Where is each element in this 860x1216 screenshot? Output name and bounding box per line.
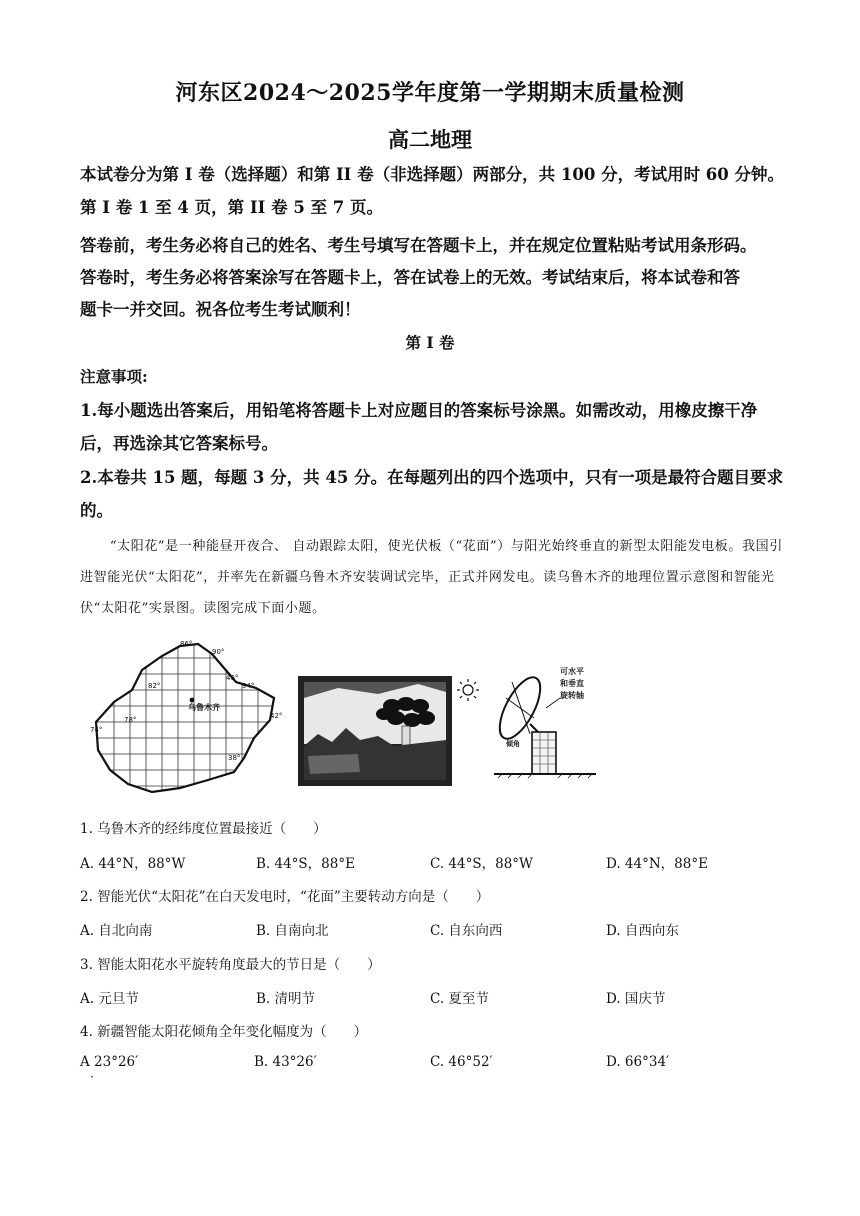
option-a: A. 44°N，88°W [80, 856, 186, 872]
option-b: B. 清明节 [256, 991, 316, 1007]
option-a: A 23°26′ [80, 1054, 139, 1070]
subject-title: 高二地理 [388, 127, 472, 152]
tilt-angle-label: 倾角 [506, 740, 520, 748]
option-d: D. 自西向东 [606, 923, 679, 939]
lon-label: 74° [90, 726, 103, 734]
axis-label-line: 旋转轴 [560, 691, 584, 700]
passage-text: “太阳花”是一种能昼开夜合、 自动跟踪太阳，使光伏板（“花面”）与阳光始终垂直的新型太阳能发电板。我国引进智能光伏“太阳花”，并率先在新疆乌鲁木齐安装调试完毕，正式并网发电。读乌鲁木齐的地理位置示意图和智能光伏“太阳花”实景图。读图完成下面小题。 [80, 539, 783, 616]
option-a: A. 元旦节 [80, 991, 139, 1007]
city-label: 乌鲁木齐 [188, 703, 220, 712]
intro-line: 答卷前，考生务必将自己的姓名、考生号填写在答题卡上，并在规定位置粘贴考试用条形码。 [80, 236, 757, 255]
notes-heading: 注意事项: [80, 367, 148, 386]
sunflower-schematic [486, 662, 604, 786]
lon-label: 94° [242, 682, 255, 690]
intro-line: 本试卷分为第 I 卷（选择题）和第 II 卷（非选择题）两部分，共 100 分，考试用时 60 分钟。 [80, 165, 785, 184]
sun-icon [457, 679, 479, 701]
urumqi-location-map [84, 638, 284, 800]
notes-line: 1.每小题选出答案后，用铅笔将答题卡上对应题目的答案标号涂黑。如需改动，用橡皮擦干净 [80, 401, 758, 420]
lon-label: 90° [212, 648, 225, 656]
option-d: D. 44°N，88°E [606, 856, 708, 872]
option-c: C. 44°S，88°W [430, 856, 533, 872]
lat-label: 38° [228, 754, 241, 762]
question-stem: 3. 智能太阳花水平旋转角度最大的节日是（ ） [80, 957, 381, 973]
lon-label: 86° [180, 640, 193, 648]
intro-line: 第 I 卷 1 至 4 页，第 II 卷 5 至 7 页。 [80, 198, 384, 217]
lon-label: 78° [124, 716, 137, 724]
lat-label: 46° [226, 674, 239, 682]
intro-line: 答卷时，考生务必将答案涂写在答题卡上，答在试卷上的无效。考试结束后，将本试卷和答 [80, 268, 740, 287]
axis-label-line: 可水平 [560, 667, 584, 676]
sunflower-photo [298, 676, 482, 786]
option-c: C. 夏至节 [430, 991, 489, 1007]
stray-mark: · [90, 1070, 94, 1084]
lon-label: 82° [148, 682, 161, 690]
option-a: A. 自北向南 [80, 923, 153, 939]
option-d: D. 国庆节 [606, 991, 666, 1007]
intro-line: 题卡一并交回。祝各位考生考试顺利！ [80, 300, 361, 319]
option-c: C. 46°52′ [430, 1054, 493, 1070]
notes-line: 2.本卷共 15 题，每题 3 分，共 45 分。在每题列出的四个选项中，只有一项是最符合题目要求 [80, 468, 784, 487]
section-heading: 第 I 卷 [405, 333, 455, 352]
axis-label-line: 和垂直 [560, 679, 584, 688]
option-d: D. 66°34′ [606, 1054, 670, 1070]
question-stem: 1. 乌鲁木齐的经纬度位置最接近（ ） [80, 821, 327, 837]
urumqi-dot [190, 698, 195, 703]
notes-line: 后，再选涂其它答案标号。 [80, 434, 278, 453]
option-b: B. 44°S，88°E [256, 856, 355, 872]
notes-line: 的。 [80, 501, 113, 520]
option-b: B. 自南向北 [256, 923, 329, 939]
option-b: B. 43°26′ [254, 1054, 317, 1070]
lat-label: 42° [270, 712, 283, 720]
reading-passage [80, 531, 785, 624]
question-stem: 2. 智能光伏“太阳花”在白天发电时，“花面”主要转动方向是（ ） [80, 889, 490, 905]
question-stem: 4. 新疆智能太阳花倾角全年变化幅度为（ ） [80, 1024, 368, 1040]
exam-title: 河东区2024～2025学年度第一学期期末质量检测 [175, 80, 685, 106]
option-c: C. 自东向西 [430, 923, 503, 939]
